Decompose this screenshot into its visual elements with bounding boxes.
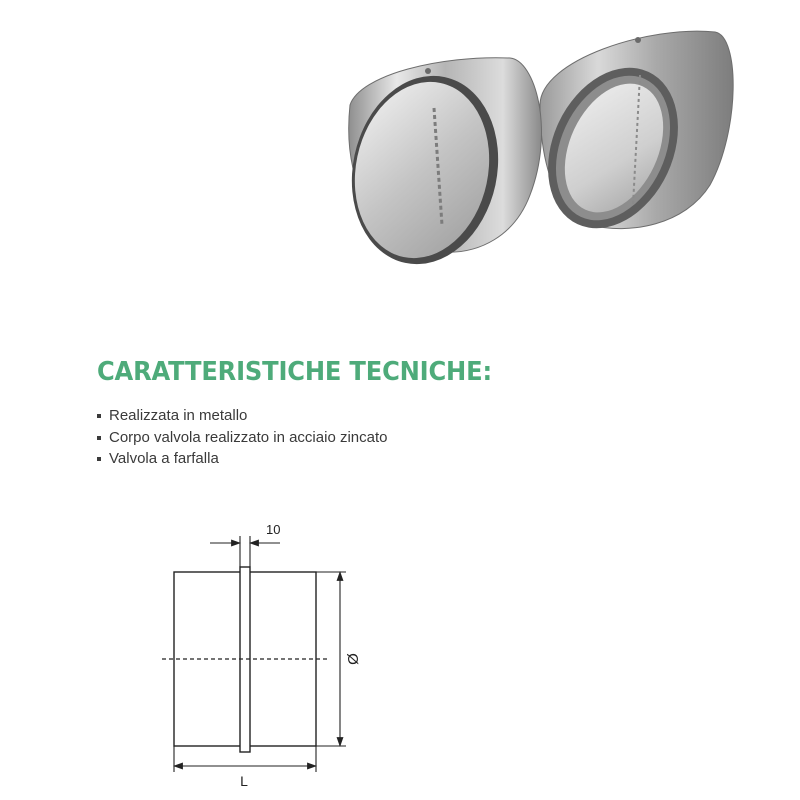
spec-item-label: Valvola a farfalla [109, 450, 219, 467]
bullet-icon [97, 457, 101, 461]
spec-item-label: Realizzata in metallo [109, 407, 248, 424]
product-photo [330, 20, 750, 270]
list-item [97, 405, 387, 427]
bullet-icon [97, 414, 101, 418]
length-dimension-label: L [240, 773, 248, 789]
list-item [97, 427, 387, 449]
spec-item-label: Corpo valvola realizzato in acciaio zincato [109, 428, 388, 446]
collar-dimension-label: 10 [266, 522, 281, 537]
specs-list [97, 405, 387, 470]
diameter-dimension-label: Ø [345, 653, 362, 665]
collar-dimension [210, 536, 280, 567]
diameter-dimension [316, 572, 346, 746]
damper-right [523, 31, 733, 249]
list-item [97, 448, 387, 470]
specs-title: CARATTERISTICHE TECNICHE: [97, 357, 492, 387]
damper-left [335, 58, 542, 270]
bullet-icon [97, 436, 101, 440]
technical-drawing [150, 510, 380, 795]
